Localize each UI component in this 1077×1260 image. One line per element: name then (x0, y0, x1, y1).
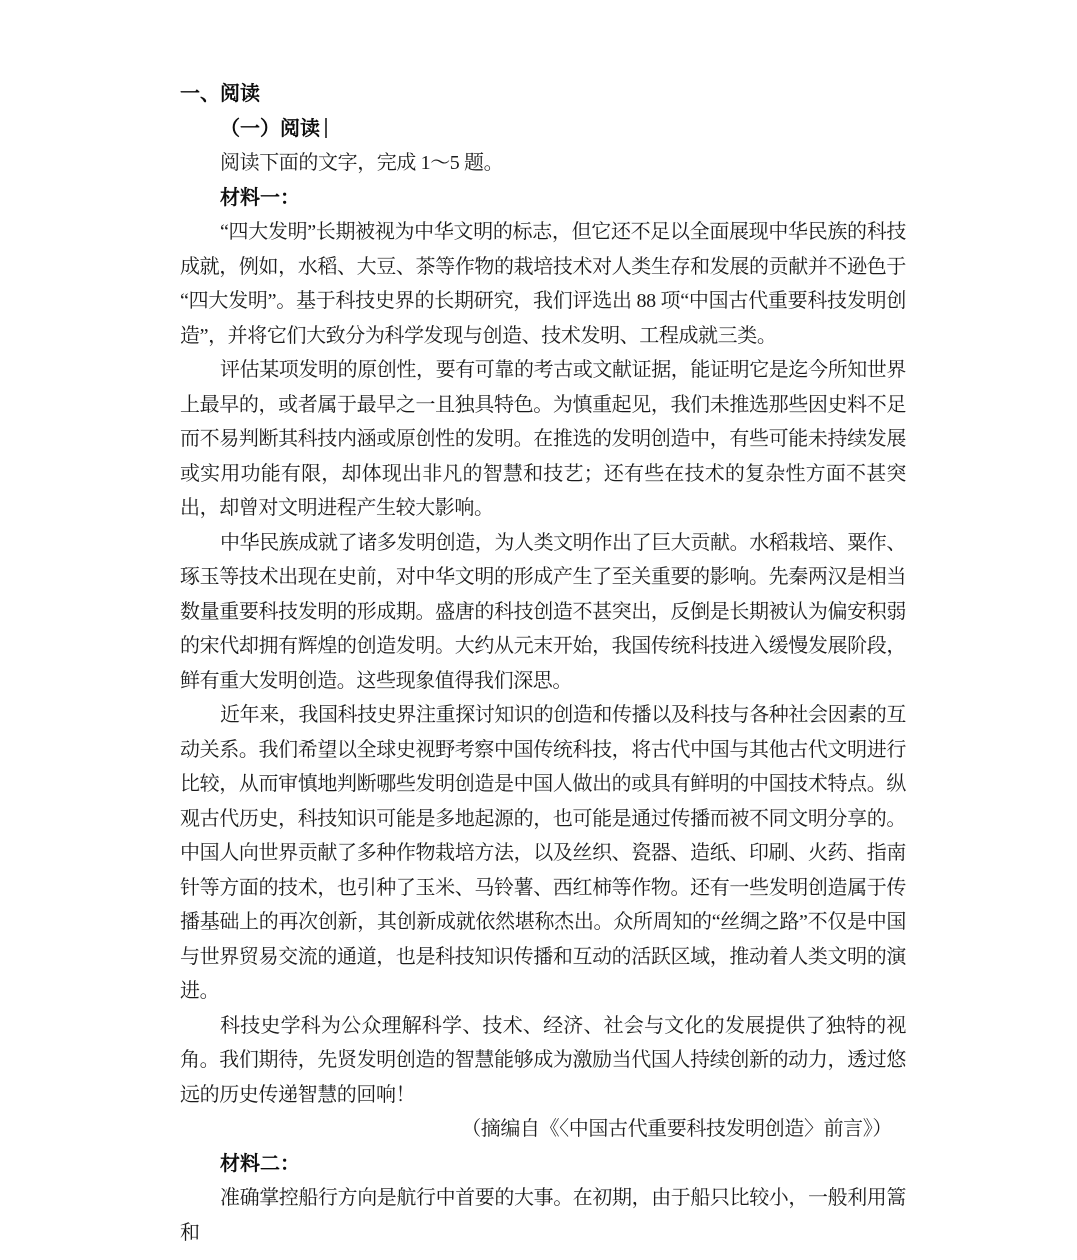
material-one-heading: 材料一： (220, 186, 300, 209)
material-one-paragraph: 近年来，我国科技史界注重探讨知识的创造和传播以及科技与各种社会因素的互动关系。我们希望以全球史视野考察中国传统科技，将古代中国与其他古代文明进行比较，从而审慎地判断哪些发明创造是中国人做出的或具有鲜明的中国技术特点。纵观古代历史，科技知识可能是多地起源的，也可能是通过传播而被不同文明分享的。中国人向世界贡献了多种作物栽培方法，以及丝织、瓷器、造纸、印刷、火药、指南针等方面的技术，也引种了玉米、马铃薯、西红柿等作物。还有一些发明创造属于传播基础上的再次创新，其创新成就依然堪称杰出。众所周知的“丝绸之路”不仅是中国与世界贸易交流的通道，也是科技知识传播和互动的活跃区域，推动着人类文明的演进。 (180, 704, 906, 1002)
material-two-paragraph: 准确掌控船行方向是航行中首要的大事。在初期，由于船只比较小，一般利用篙和 (180, 1187, 906, 1244)
material-one-paragraph: 科技史学科为公众理解科学、技术、经济、社会与文化的发展提供了独特的视角。我们期待，先贤发明创造的智慧能够成为激励当代国人持续创新的动力，透过悠远的历史传递智慧的回响！ (180, 1014, 906, 1106)
text-area[interactable] (180, 77, 906, 1250)
text-cursor-icon (325, 118, 327, 138)
material-one-paragraph: 评估某项发明的原创性，要有可靠的考古或文献证据，能证明它是迄今所知世界上最早的，或者属于最早之一且独具特色。为慎重起见，我们未推选那些因史料不足而不易判断其科技内涵或原创性的发明。在推选的发明创造中，有些可能未持续发展或实用功能有限，却体现出非凡的智慧和技艺；还有些在技术的复杂性方面不甚突出，却曾对文明进程产生较大影响。 (180, 359, 906, 519)
material-one-paragraph: “四大发明”长期被视为中华文明的标志，但它还不足以全面展现中华民族的科技成就，例如，水稻、大豆、茶等作物的栽培技术对人类生存和发展的贡献并不逊色于“四大发明”。基于科技史界的长期研究，我们评选出 88 项“中国古代重要科技发明创造”，并将它们大致分为科学发现与创造、技术发明、工程成就三类。 (180, 221, 906, 347)
subsection-title-line (180, 112, 906, 147)
subsection-title: （一）阅读 (220, 117, 320, 140)
reading-instruction: 阅读下面的文字，完成 1～5 题。 (220, 152, 504, 174)
material-one-paragraph: 中华民族成就了诸多发明创造，为人类文明作出了巨大贡献。水稻栽培、粟作、琢玉等技术出现在史前，对中华文明的形成产生了至关重要的影响。先秦两汉是相当数量重要科技发明的形成期。盛唐的科技创造不甚突出，反倒是长期被认为偏安积弱的宋代却拥有辉煌的创造发明。大约从元末开始，我国传统科技进入缓慢发展阶段，鲜有重大发明创造。这些现象值得我们深思。 (180, 531, 906, 692)
attribution-line: （摘编自《〈中国古代重要科技发明创造〉前言》） (461, 1118, 892, 1140)
material-two-heading: 材料二： (220, 1152, 300, 1175)
section-title: 一、阅读 (180, 83, 260, 105)
